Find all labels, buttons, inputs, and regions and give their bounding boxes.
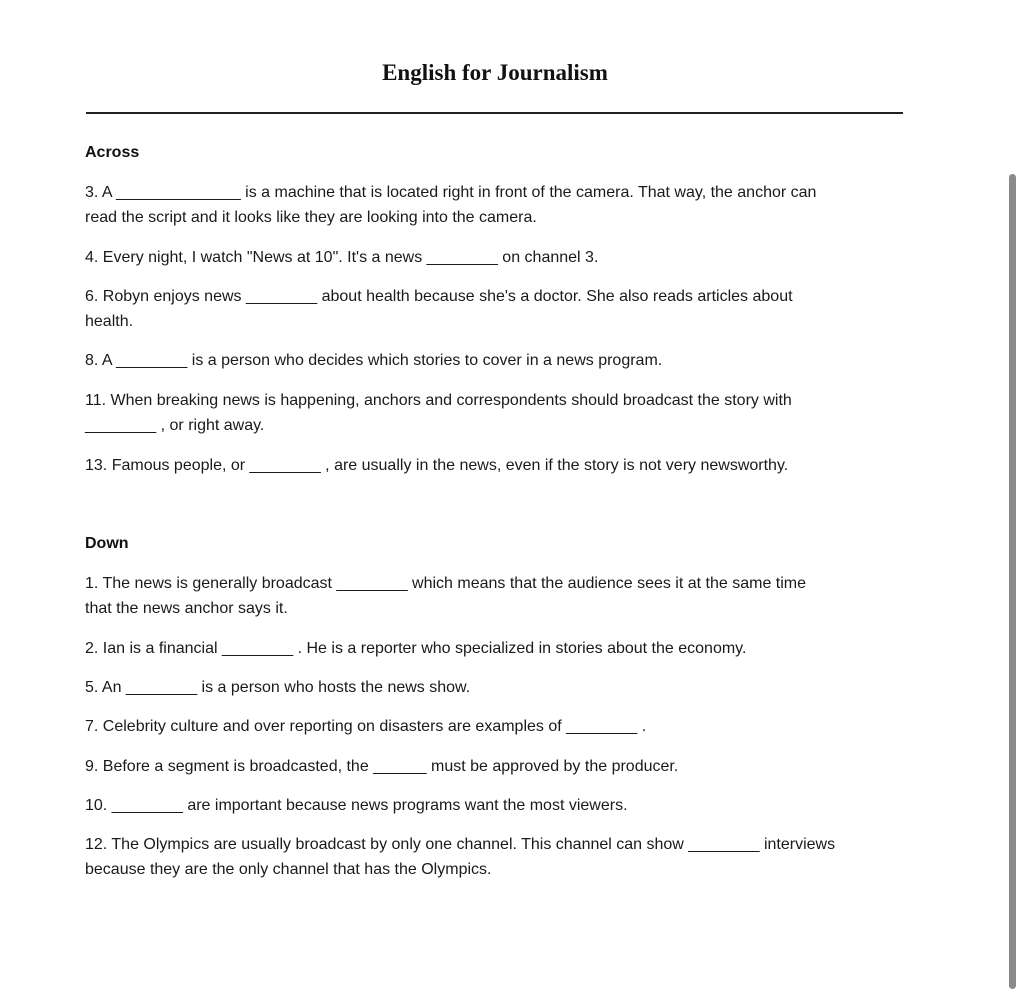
clue-line: 1. The news is generally broadcast ________ which means that the audience sees it at the same time — [85, 575, 807, 592]
clue-line: health. — [85, 313, 134, 330]
clue-down-12 — [85, 832, 903, 882]
clue-line: read the script and it looks like they are looking into the camera. — [85, 209, 537, 226]
clue-across-11 — [85, 388, 903, 438]
clue-line: 5. An ________ is a person who hosts the news show. — [85, 679, 471, 696]
clue-line: ________ , or right away. — [85, 417, 265, 434]
title-divider — [86, 112, 903, 114]
clue-line: because they are the only channel that has the Olympics. — [85, 861, 492, 878]
across-heading: Across — [85, 144, 140, 161]
page-title: English for Journalism — [382, 60, 608, 85]
clue-line: that the news anchor says it. — [85, 600, 288, 617]
clue-across-6 — [85, 284, 903, 334]
clue-line: 10. ________ are important because news programs want the most viewers. — [85, 797, 628, 814]
clue-line: 6. Robyn enjoys news ________ about health because she's a doctor. She also reads articles about — [85, 288, 793, 305]
clue-down-2 — [85, 636, 903, 661]
down-heading: Down — [85, 535, 129, 552]
clue-line: 2. Ian is a financial ________ . He is a reporter who specialized in stories about the economy. — [85, 640, 747, 657]
clue-down-10 — [85, 793, 903, 818]
clue-down-5 — [85, 675, 903, 700]
clue-down-9 — [85, 754, 903, 779]
clue-across-13 — [85, 453, 903, 478]
clue-line: 3. A ______________ is a machine that is located right in front of the camera. That way, the anchor can — [85, 184, 817, 201]
clue-across-3 — [85, 180, 903, 230]
clue-line: 12. The Olympics are usually broadcast by only one channel. This channel can show ________ interviews — [85, 836, 836, 853]
clue-down-7 — [85, 714, 903, 739]
clue-line: 7. Celebrity culture and over reporting on disasters are examples of ________ . — [85, 718, 647, 735]
clue-across-4 — [85, 245, 903, 270]
clue-down-1 — [85, 571, 903, 621]
clue-line: 4. Every night, I watch "News at 10". It's a news ________ on channel 3. — [85, 249, 599, 266]
clue-line: 9. Before a segment is broadcasted, the ______ must be approved by the producer. — [85, 758, 679, 775]
clue-line: 8. A ________ is a person who decides which stories to cover in a news program. — [85, 352, 663, 369]
clue-line: 13. Famous people, or ________ , are usually in the news, even if the story is not very newsworthy. — [85, 457, 789, 474]
vertical-scrollbar[interactable] — [1009, 174, 1016, 989]
clue-across-8 — [85, 348, 903, 373]
clue-line: 11. When breaking news is happening, anchors and correspondents should broadcast the story with — [85, 392, 792, 409]
